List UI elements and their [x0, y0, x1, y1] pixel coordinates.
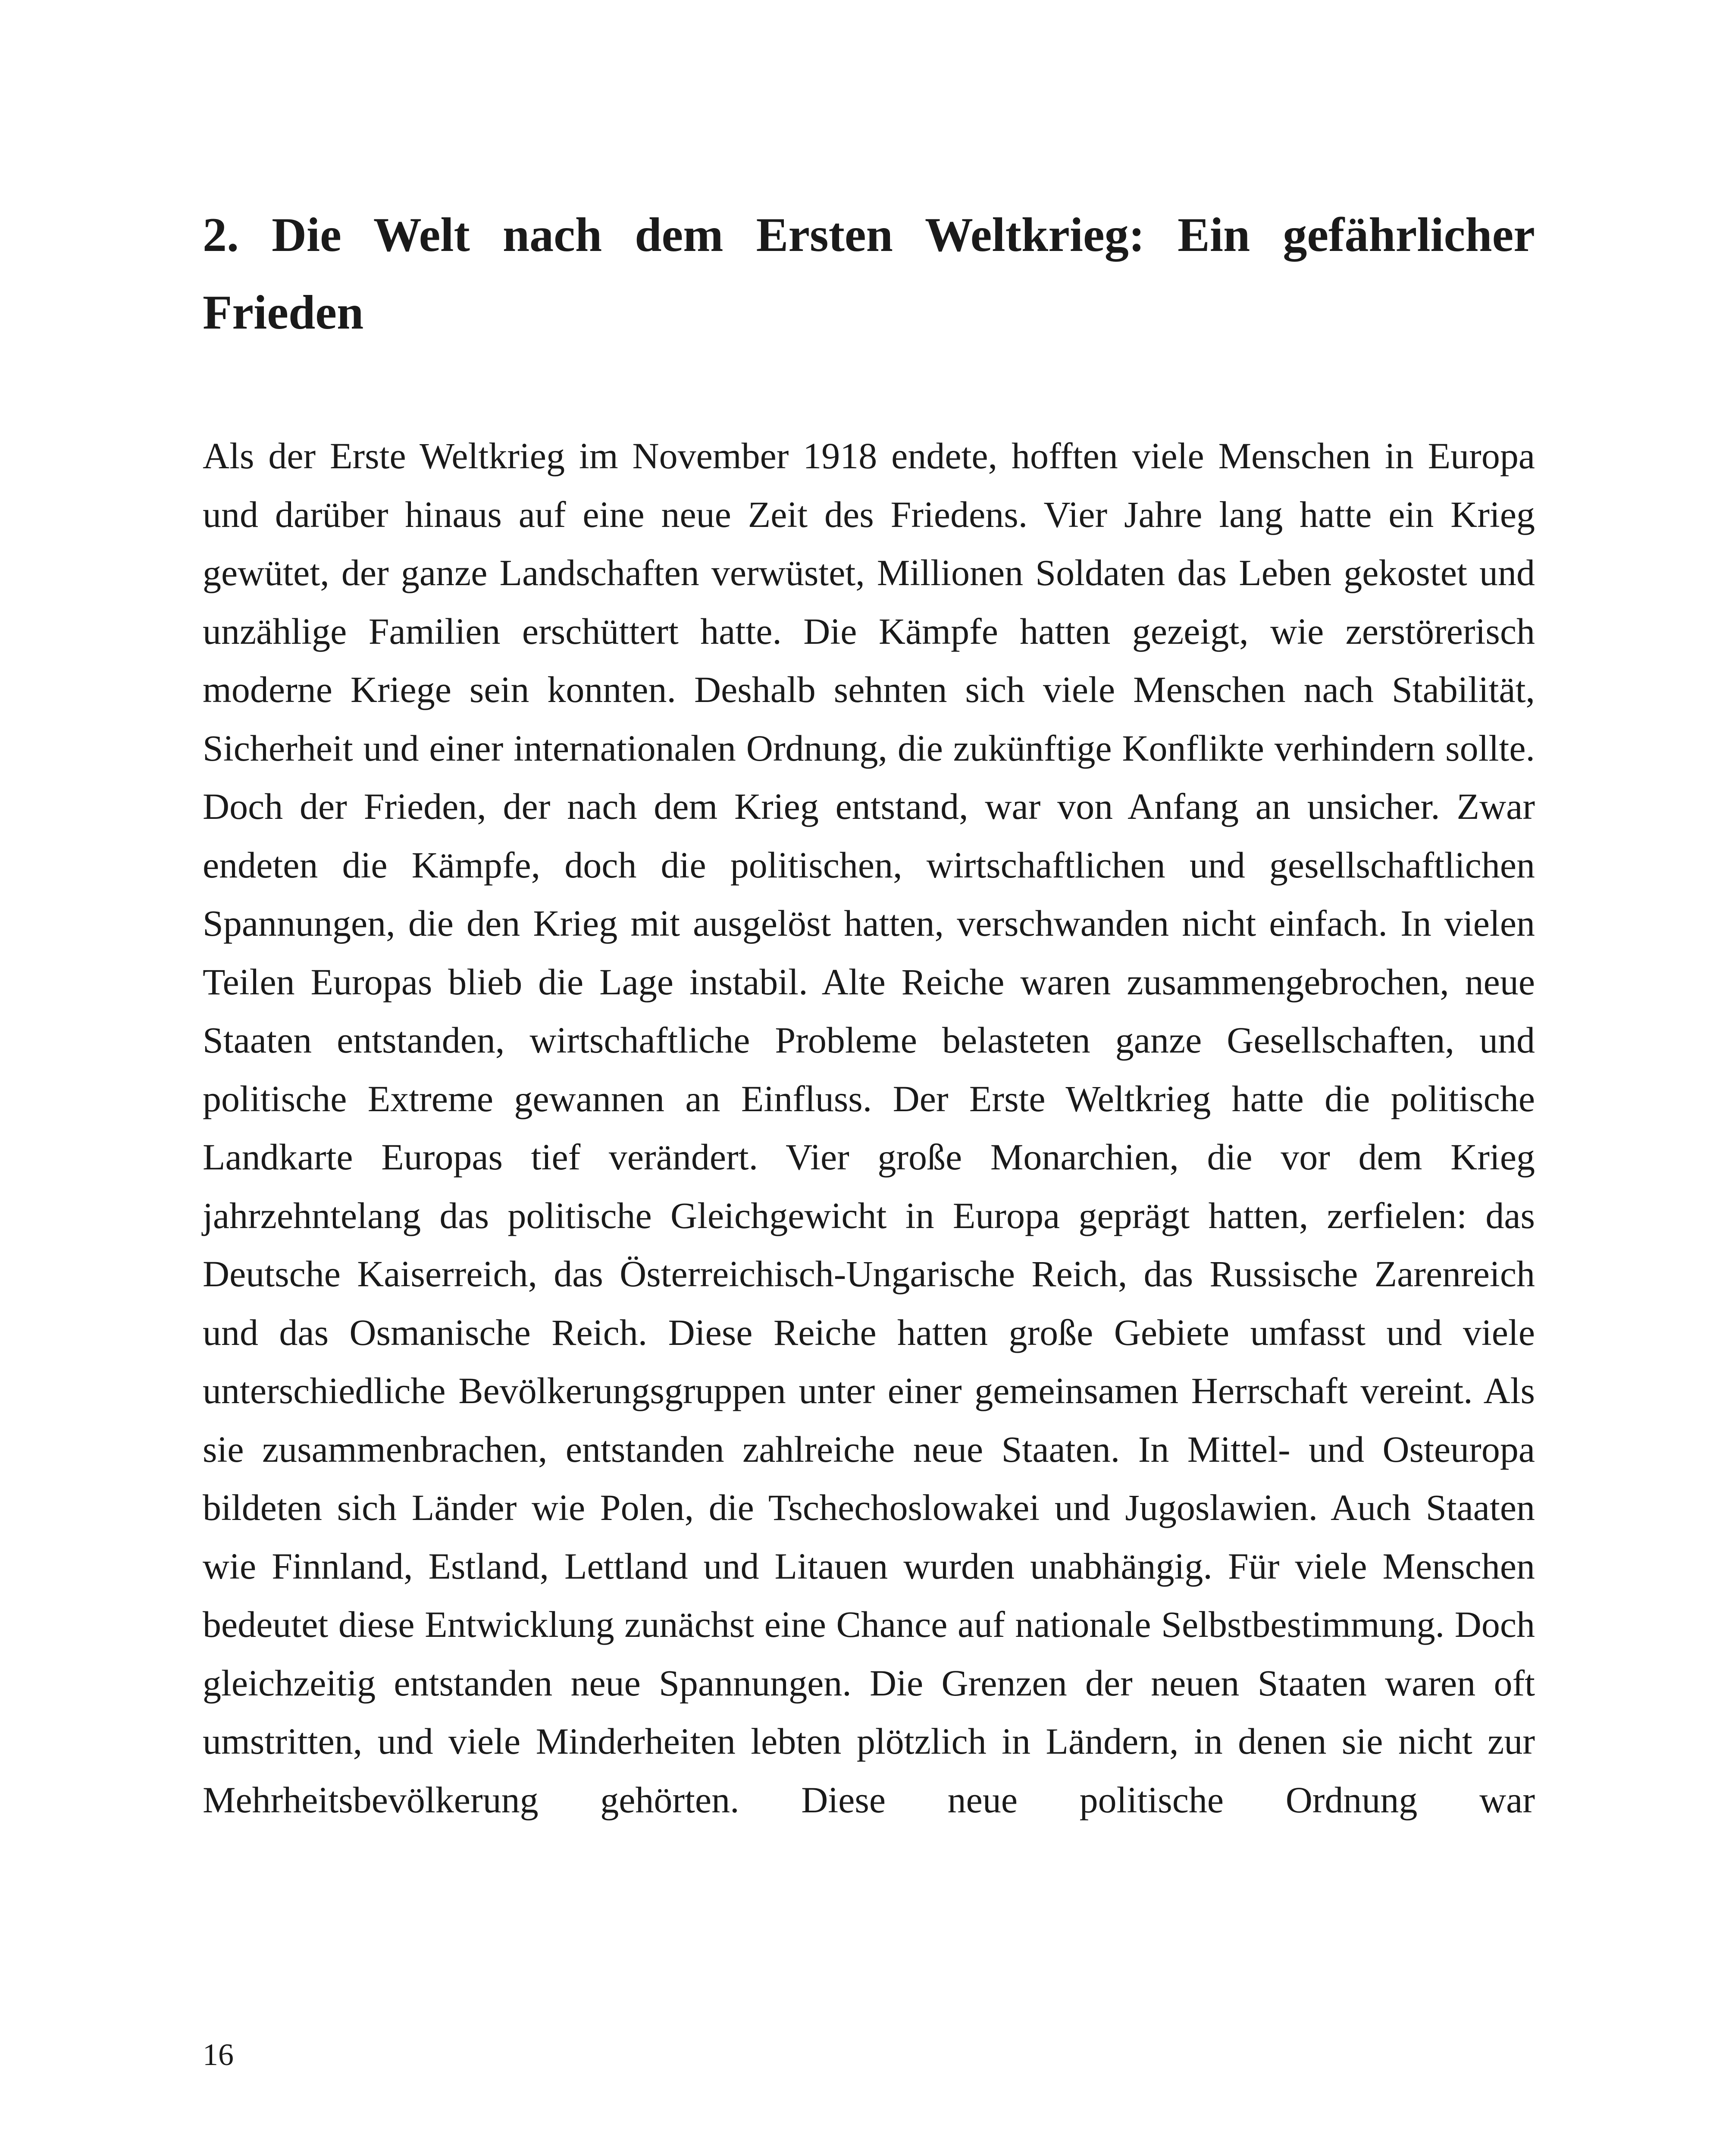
- page-number: 16: [203, 2037, 234, 2072]
- chapter-title: 2. Die Welt nach dem Ersten Weltkrieg: Ein gefährlicher Frieden: [203, 208, 1535, 339]
- body-paragraph: Als der Erste Weltkrieg im November 1918 endete, hofften viele Menschen in Europa und darüber hinaus auf eine neue Zeit des Friedens. Vier Jahre lang hatte ein Krieg gewütet, der ganze Landschaften verwüstet, Millionen Soldaten das Leben gekostet und unzählige Familien erschüttert hatte. Die Kämpfe hatten gezeigt, wie zerstörerisch moderne Kriege sein konnten. Deshalb sehnten sich viele Menschen nach Stabilität, Sicherheit und einer internationalen Ordnung, die zukünftige Konflikte verhindern sollte. Doch der Frieden, der nach dem Krieg entstand, war von Anfang an unsicher. Zwar endeten die Kämpfe, doch die politischen, wirtschaftlichen und gesellschaftlichen Spannungen, die den Krieg mit ausgelöst hatten, verschwanden nicht einfach. In vielen Teilen Europas blieb die Lage instabil. Alte Reiche waren zusammengebrochen, neue Staaten entstanden, wirtschaftliche Probleme belasteten ganze Gesellschaften, und politische Extreme gewannen an Einfluss. Der Erste Weltkrieg hatte die politische Landkarte Europas tief verändert. Vier große Monarchien, die vor dem Krieg jahrzehntelang das politische Gleichgewicht in Europa geprägt hatten, zerfielen: das Deutsche Kaiserreich, das Österreichisch-Ungarische Reich, das Russische Zarenreich und das Osmanische Reich. Diese Reiche hatten große Gebiete umfasst und viele unterschiedliche Bevölkerungsgruppen unter einer gemeinsamen Herrschaft vereint. Als sie zusammenbrachen, entstanden zahlreiche neue Staaten. In Mittel- und Osteuropa bildeten sich Länder wie Polen, die Tschechoslowakei und Jugoslawien. Auch Staaten wie Finnland, Estland, Lettland und Litauen wurden unabhängig. Für viele Menschen bedeutet diese Entwicklung zunächst eine Chance auf nationale Selbstbestimmung. Doch gleichzeitig entstanden neue Spannungen. Die Grenzen der neuen Staaten waren oft umstritten, und viele Minderheiten lebten plötzlich in Ländern, in denen sie nicht zur Mehrheitsbevölkerung gehörten. Diese neue politische Ordnung war: [203, 435, 1535, 1821]
